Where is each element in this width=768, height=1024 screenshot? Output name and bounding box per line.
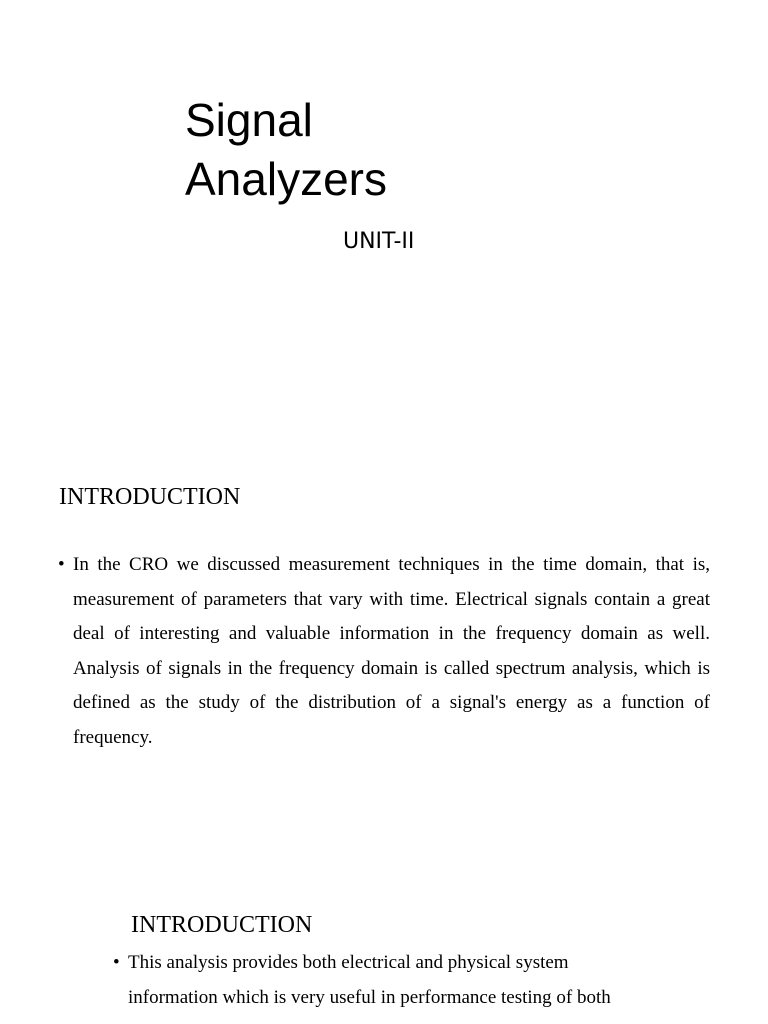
bullet-dot-icon: • <box>113 952 120 973</box>
section-heading: INTRODUCTION <box>131 912 313 938</box>
slide-title-line-2: Analyzers <box>185 153 387 205</box>
bullet-item <box>58 548 710 756</box>
bullet-text: In the CRO we discussed measurement techniques in the time domain, that is, measurement of parameters that vary with time. Electrical signals contain a great deal of interesting and valuable information in the frequency domain as well. Analysis of signals in the frequency domain is called spectrum analysis, which is defined as the study of the distribution of a signal's energy as a function of frequency. <box>73 554 710 748</box>
bullet-text: This analysis provides both electrical and physical system information which is very useful in performance testing of both <box>128 952 611 1008</box>
section-heading: INTRODUCTION <box>59 484 241 510</box>
bullet-dot-icon: • <box>58 554 65 575</box>
slide-title-line-1: Signal <box>185 94 313 146</box>
slide-subtitle: UNIT-II <box>343 229 415 254</box>
bullet-item <box>113 946 633 1015</box>
